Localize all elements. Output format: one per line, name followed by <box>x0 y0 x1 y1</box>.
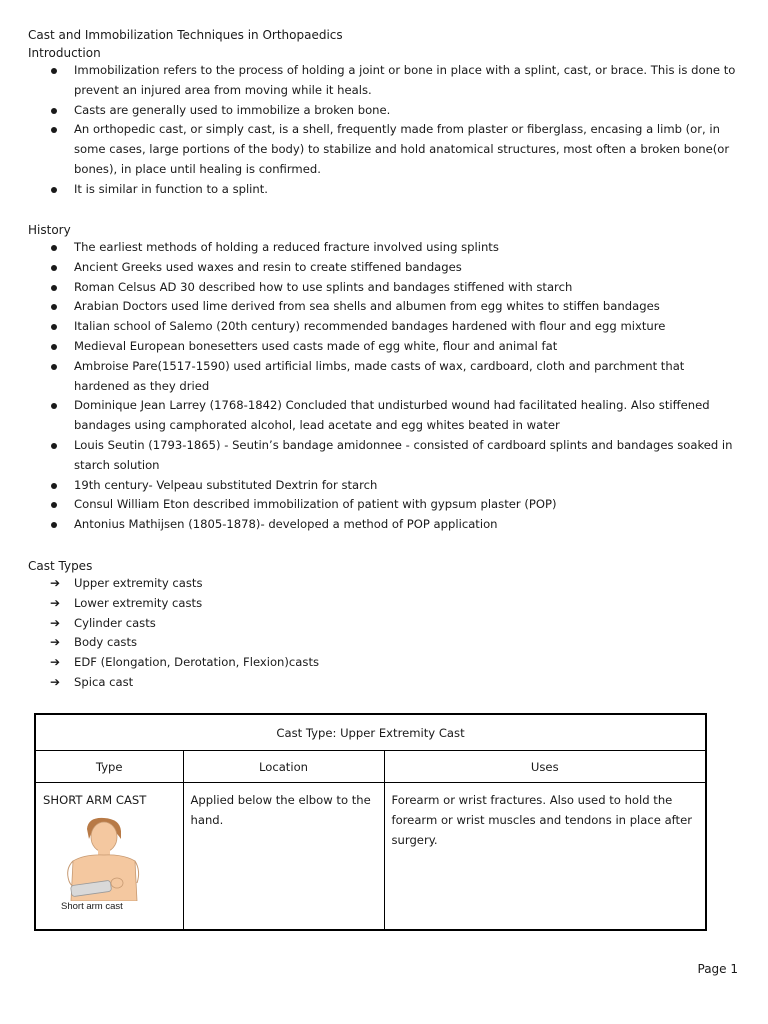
bullet-icon <box>51 127 57 133</box>
cell-type <box>35 783 183 930</box>
table-row <box>35 783 706 930</box>
bullet-icon <box>51 285 57 291</box>
list-item: Roman Celsus AD 30 described how to use splints and bandages stiffened with starch <box>0 278 740 298</box>
list-item: ➔ Lower extremity casts <box>0 594 740 614</box>
bullet-icon <box>51 68 57 74</box>
list-item: It is similar in function to a splint. <box>0 180 740 200</box>
bullet-icon <box>51 108 57 114</box>
list-item: Italian school of Salemo (20th century) recommended bandages hardened with flour and egg mixture <box>0 317 740 337</box>
document-title: Cast and Immobilization Techniques in Orthopaedics <box>28 28 343 42</box>
image-caption: Short arm cast <box>61 901 123 912</box>
bullet-icon <box>51 245 57 251</box>
history-list <box>0 238 740 535</box>
cell-location: Applied below the elbow to the hand. <box>183 783 384 930</box>
short-arm-cast-illustration <box>43 817 161 921</box>
upper-extremity-table <box>34 713 707 931</box>
bullet-icon <box>51 443 57 449</box>
bullet-icon <box>51 502 57 508</box>
list-item: Dominique Jean Larrey (1768-1842) Concluded that undisturbed wound had facilitated healing. Also stiffened bandages using camphorated alcohol, lead acetate and egg whites beated in water <box>0 396 740 436</box>
arrow-right-icon: ➔ <box>50 655 61 670</box>
cast-types-heading: Cast Types <box>28 559 93 573</box>
arrow-right-icon: ➔ <box>50 674 61 689</box>
arrow-right-icon: ➔ <box>50 635 61 650</box>
cell-uses: Forearm or wrist fractures. Also used to hold the forearm or wrist muscles and tendons in place after surgery. <box>384 783 706 930</box>
list-item: Casts are generally used to immobilize a broken bone. <box>0 101 740 121</box>
list-item: Consul William Eton described immobilization of patient with gypsum plaster (POP) <box>0 495 740 515</box>
list-item: The earliest methods of holding a reduced fracture involved using splints <box>0 238 740 258</box>
introduction-heading: Introduction <box>28 46 101 60</box>
arrow-right-icon: ➔ <box>50 576 61 590</box>
bullet-icon <box>51 403 57 409</box>
bullet-icon <box>51 483 57 489</box>
arrow-right-icon: ➔ <box>50 595 61 610</box>
bullet-icon <box>51 344 57 350</box>
list-item: Ambroise Pare(1517-1590) used artificial limbs, made casts of wax, cardboard, cloth and parchment that hardened as they dried <box>0 357 740 397</box>
list-item: ➔ Body casts <box>0 633 740 653</box>
bullet-icon <box>51 522 57 528</box>
table-caption-row <box>35 714 706 751</box>
patient-figure-image <box>43 817 161 901</box>
list-item: 19th century- Velpeau substituted Dextrin for starch <box>0 476 740 496</box>
column-header-type: Type <box>35 751 183 783</box>
bullet-icon <box>51 324 57 330</box>
arrow-right-icon: ➔ <box>50 615 61 630</box>
list-item: Ancient Greeks used waxes and resin to create stiffened bandages <box>0 258 740 278</box>
list-item: Louis Seutin (1793-1865) - Seutin’s bandage amidonnee - consisted of cardboard splints and bandages soaked in starch solution <box>0 436 740 476</box>
cast-type-name: SHORT ARM CAST <box>43 793 147 807</box>
bullet-icon <box>51 364 57 370</box>
list-item: ➔ Spica cast <box>0 673 740 693</box>
page-number: Page 1 <box>697 962 738 976</box>
list-item: Medieval European bonesetters used casts made of egg white, flour and animal fat <box>0 337 740 357</box>
list-item: ➔ Upper extremity casts <box>0 574 740 594</box>
cast-types-list <box>0 574 740 693</box>
column-header-uses: Uses <box>384 751 706 783</box>
bullet-icon <box>51 187 57 193</box>
column-header-location: Location <box>183 751 384 783</box>
list-item: Immobilization refers to the process of holding a joint or bone in place with a splint, cast, or brace. This is done to prevent an injured area from moving while it heals. <box>0 61 740 101</box>
bullet-icon <box>51 304 57 310</box>
list-item: Antonius Mathijsen (1805-1878)- developed a method of POP application <box>0 515 740 535</box>
introduction-list <box>0 61 740 200</box>
history-heading: History <box>28 223 71 237</box>
table-caption: Cast Type: Upper Extremity Cast <box>35 714 706 751</box>
bullet-icon <box>51 265 57 271</box>
list-item: ➔ EDF (Elongation, Derotation, Flexion)casts <box>0 653 740 673</box>
list-item: An orthopedic cast, or simply cast, is a shell, frequently made from plaster or fiberglass, encasing a limb (or, in some cases, large portions of the body) to stabilize and hold anatomical structures, most often a broken bone(or bones), in place until healing is confirmed. <box>0 120 740 179</box>
table-header-row <box>35 751 706 783</box>
list-item: Arabian Doctors used lime derived from sea shells and albumen from egg whites to stiffen bandages <box>0 297 740 317</box>
list-item: ➔ Cylinder casts <box>0 614 740 634</box>
